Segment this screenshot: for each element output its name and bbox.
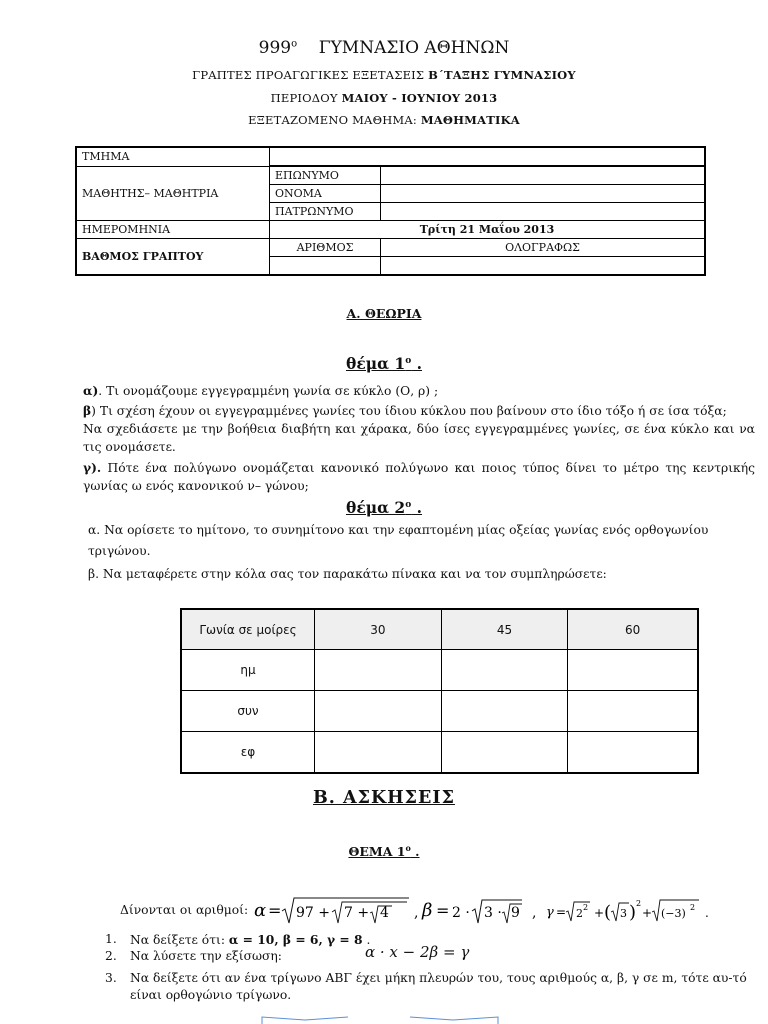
svg-text:9: 9 [511, 905, 520, 921]
theory2-item-a: α. Να ορίσετε το ημίτονο, το συνημίτονο και την εφαπτομένη μίας οξείας γωνίας ενός ορθογωνίου τριγώνου. [88, 523, 709, 558]
svg-text:7 +: 7 + [344, 905, 370, 921]
theory-question-c: γ). Πότε ένα πολύγωνο ονομάζεται κανονικό πολύγωνο και ποιος τύπος δίνει το μέτρο της κεντρικής γωνίας ω ενός κανονικού ν– γώνου; [83, 460, 755, 493]
date-label: ΗΜΕΡΟΜΗΝΙΑ [76, 221, 270, 239]
header-line-3: ΕΞΕΤΑΖΟΜΕΝΟ ΜΑΘΗΜΑ: ΜΑΘΗΜΑΤΙΚΑ [248, 113, 520, 127]
svg-text:+: + [594, 906, 605, 920]
beta-symbol: β [422, 900, 433, 921]
trig-values-table [180, 608, 699, 774]
svg-text:=: = [268, 901, 282, 920]
student-label: ΜΑΘΗΤΗΣ– ΜΑΘΗΤΡΙΑ [76, 166, 270, 221]
grade-label: ΒΑΘΜΟΣ ΓΡΑΠΤΟΥ [76, 239, 270, 276]
theory-question-b-cont: Να σχεδιάσετε με την βοήθεια διαβήτη και χάρακα, δύο ίσες εγγεγραμμένες γωνίες, σε ένα κύκλο και να τις ονομάσετε. [83, 422, 755, 454]
date-value: Τρίτη 21 Μαΐου 2013 [270, 221, 706, 239]
svg-text:=: = [436, 901, 450, 920]
given-numbers [120, 893, 740, 929]
grade-words-field[interactable] [381, 257, 706, 276]
svg-text:3: 3 [620, 907, 627, 920]
trig-cell[interactable] [441, 732, 568, 774]
alpha-symbol: α [254, 900, 267, 921]
grade-number-field[interactable] [270, 257, 381, 276]
exercise-thema-1-heading: ΘΕΜΑ $1^o$ . [348, 843, 420, 860]
trig-cell[interactable] [568, 732, 698, 774]
onoma-label: ΟΝΟΜΑ [270, 185, 381, 203]
trig-row-sin: ημ [181, 650, 315, 691]
svg-text:3 ·: 3 · [484, 905, 502, 921]
patronymo-label: ΠΑΤΡΩΝΥΜΟ [270, 203, 381, 221]
trig-header-angle: Γωνία σε μοίρες [181, 609, 315, 650]
onoma-field[interactable] [381, 185, 706, 203]
tmima-field[interactable] [270, 147, 706, 166]
trig-cell[interactable] [441, 650, 568, 691]
svg-text:=: = [556, 905, 567, 919]
theory2-item-b: β. Να μεταφέρετε στην κόλα σας τον παρακάτω πίνακα και να τον συμπληρώσετε: [88, 567, 607, 581]
section-b-title: Β. ΑΣΚΗΣΕΙΣ [313, 788, 455, 808]
trig-row-cos: συν [181, 691, 315, 732]
student-info-table [75, 146, 706, 276]
eponymo-field[interactable] [381, 166, 706, 185]
eponymo-label: ΕΠΩΝΥΜΟ [270, 166, 381, 185]
gamma-symbol: γ [546, 905, 554, 920]
trig-cell[interactable] [315, 732, 442, 774]
given-intro: Δίνονται οι αριθμοί: [120, 903, 249, 917]
trig-header-60: 60 [568, 609, 698, 650]
svg-text:+: + [642, 906, 653, 920]
thema-2-heading: θέμα $2^o$ . [345, 498, 423, 517]
theory-question-b: β) Τι σχέση έχουν οι εγγεγραμμένες γωνίες του ίδιου κύκλου που βαίνουν στο ίδιο τόξο ή σε ίσα τόξα; [83, 403, 727, 418]
trig-cell[interactable] [568, 650, 698, 691]
school-title [0, 38, 768, 58]
trig-header-45: 45 [441, 609, 568, 650]
svg-text:2: 2 [576, 907, 583, 920]
header-line-1: ΓΡΑΠΤΕΣ ΠΡΟΑΓΩΓΙΚΕΣ ΕΞΕΤΑΣΕΙΣ Β΄ΤΑΞΗΣ ΓΥΜΝΑΣΙΟΥ [192, 68, 576, 82]
grade-number-label: ΑΡΙΘΜΟΣ [270, 239, 381, 257]
svg-text:2: 2 [690, 903, 696, 912]
given-formula [254, 893, 724, 929]
school-name: ΓΥΜΝΑΣΙΟ ΑΘΗΝΩΝ [318, 38, 510, 58]
svg-text:4: 4 [380, 905, 389, 921]
svg-text:2 ·: 2 · [452, 905, 470, 921]
school-number-sup: ο [291, 38, 298, 50]
svg-text:,: , [414, 905, 419, 921]
svg-text:): ) [629, 902, 637, 923]
svg-text:2: 2 [583, 903, 589, 912]
school-number: 999 [258, 38, 292, 58]
trig-cell[interactable] [315, 650, 442, 691]
thema-1-heading: θέμα $1^o$ . [345, 354, 423, 373]
triangle-figure-partial [0, 1012, 768, 1024]
svg-text:2: 2 [636, 899, 642, 908]
svg-text:(−3): (−3) [661, 907, 686, 920]
header-line-2: ΠΕΡΙΟΔΟΥ ΜΑΙΟΥ - ΙΟΥΝΙΟΥ 2013 [270, 91, 498, 105]
trig-row-tan: εφ [181, 732, 315, 774]
trig-cell[interactable] [568, 691, 698, 732]
grade-words-label: ΟΛΟΓΡΑΦΩΣ [381, 239, 706, 257]
tmima-label: ΤΜΗΜΑ [76, 147, 270, 166]
section-a-title: Α. ΘΕΩΡΙΑ [346, 306, 422, 321]
svg-text:,: , [532, 905, 537, 921]
patronymo-field[interactable] [381, 203, 706, 221]
svg-text:(: ( [604, 902, 612, 923]
svg-text:97 +: 97 + [296, 905, 330, 921]
svg-text:.: . [705, 906, 709, 920]
theory-question-a: α). Τι ονομάζουμε εγγεγραμμένη γωνία σε κύκλο (Ο, ρ) ; [83, 383, 439, 398]
trig-cell[interactable] [441, 691, 568, 732]
exam-page: $999^o$ ΓΥΜΝΑΣΙΟ ΑΘΗΝΩΝ ΓΡΑΠΤΕΣ ΠΡΟΑΓΩΓΙΚΕΣ ΕΞΕΤΑΣΕΙΣ Β΄ΤΑΞΗΣ ΓΥΜΝΑΣΙΟΥ ΠΕΡΙΟΔΟΥ ΜΑΙΟΥ - ΙΟΥΝΙΟΥ 2013 ΕΞΕΤΑΖΟΜΕΝΟ ΜΑΘΗΜΑ: ΜΑΘΗΜΑΤΙΚΑ ΤΜΗΜΑ ΜΑΘΗΤΗΣ– ΜΑΘΗΤΡΙΑ ΕΠΩΝΥΜΟ ΟΝΟΜΑ ΠΑΤΡΩΝΥΜΟ ΗΜΕΡΟΜΗΝΙΑ Τρίτη 21 Μαΐου 2013 ΒΑΘΜΟΣ ΓΡΑΠΤΟΥ ΑΡΙΘΜΟΣ ΟΛΟΓΡΑΦΩΣ Α. ΘΕΩΡΙΑ θέμα $1^o$ . α). Τι ονομάζουμε εγγεγραμμένη γωνία σε κύκλο (Ο, ρ) ; β) Τι σχέση έχουν οι εγγεγραμμένες γωνίες του ίδιου κύκλου που βαίνουν στο ίδιο τόξο ή σε ίσα τόξα; Να σχεδιάσετε με την βοήθεια διαβήτη και χάρακα, δύο ίσες εγγεγραμμένες γωνίες, σε ένα κύκλο και να τις ονομάσετε. γ). Πότε ένα πολύγωνο ονομάζεται κανονικό πολύγωνο και ποιος τύπος δίνει το μέτρο της κεντρικής γωνίας ω ενός κανονικού ν– γώνου; θέμα $2^o$ . α. Να ορίσετε το ημίτονο, το συνημίτονο και την εφαπτομένη μίας οξείας γωνίας ενός ορθογωνίου τριγώνου. β. Να μεταφέρετε στην κόλα σας τον παρακάτω πίνακα και να τον συμπληρώσετε: Γωνία σε μοίρες 30 45 60 ημ συν εφ Β. ΑΣΚΗΣΕΙΣ ΘΕΜΑ $1^o$ . Δίνονται οι αριθμοί: α = 97 + 7 + 4 , β = 2 · 3 · 9 , γ = 2 2 + ( 3 ) 2 + (−3) 2 . 1. Να δείξετε ότι: α = 10, β = 6, γ = 8 . 2. Να λύσετε την εξίσωση: α · x − 2β = γ 3. Να δείξετε ότι αν ένα τρίγωνο ΑΒΓ έχει μήκη πλευρών του, τους αριθμούς α, β, γ σε m, τότε αυ-τό είναι ορθογώνιο τρίγωνο. [0, 0, 768, 1024]
equation: α · x − 2β = γ [365, 943, 470, 961]
trig-header-30: 30 [315, 609, 442, 650]
trig-cell[interactable] [315, 691, 442, 732]
